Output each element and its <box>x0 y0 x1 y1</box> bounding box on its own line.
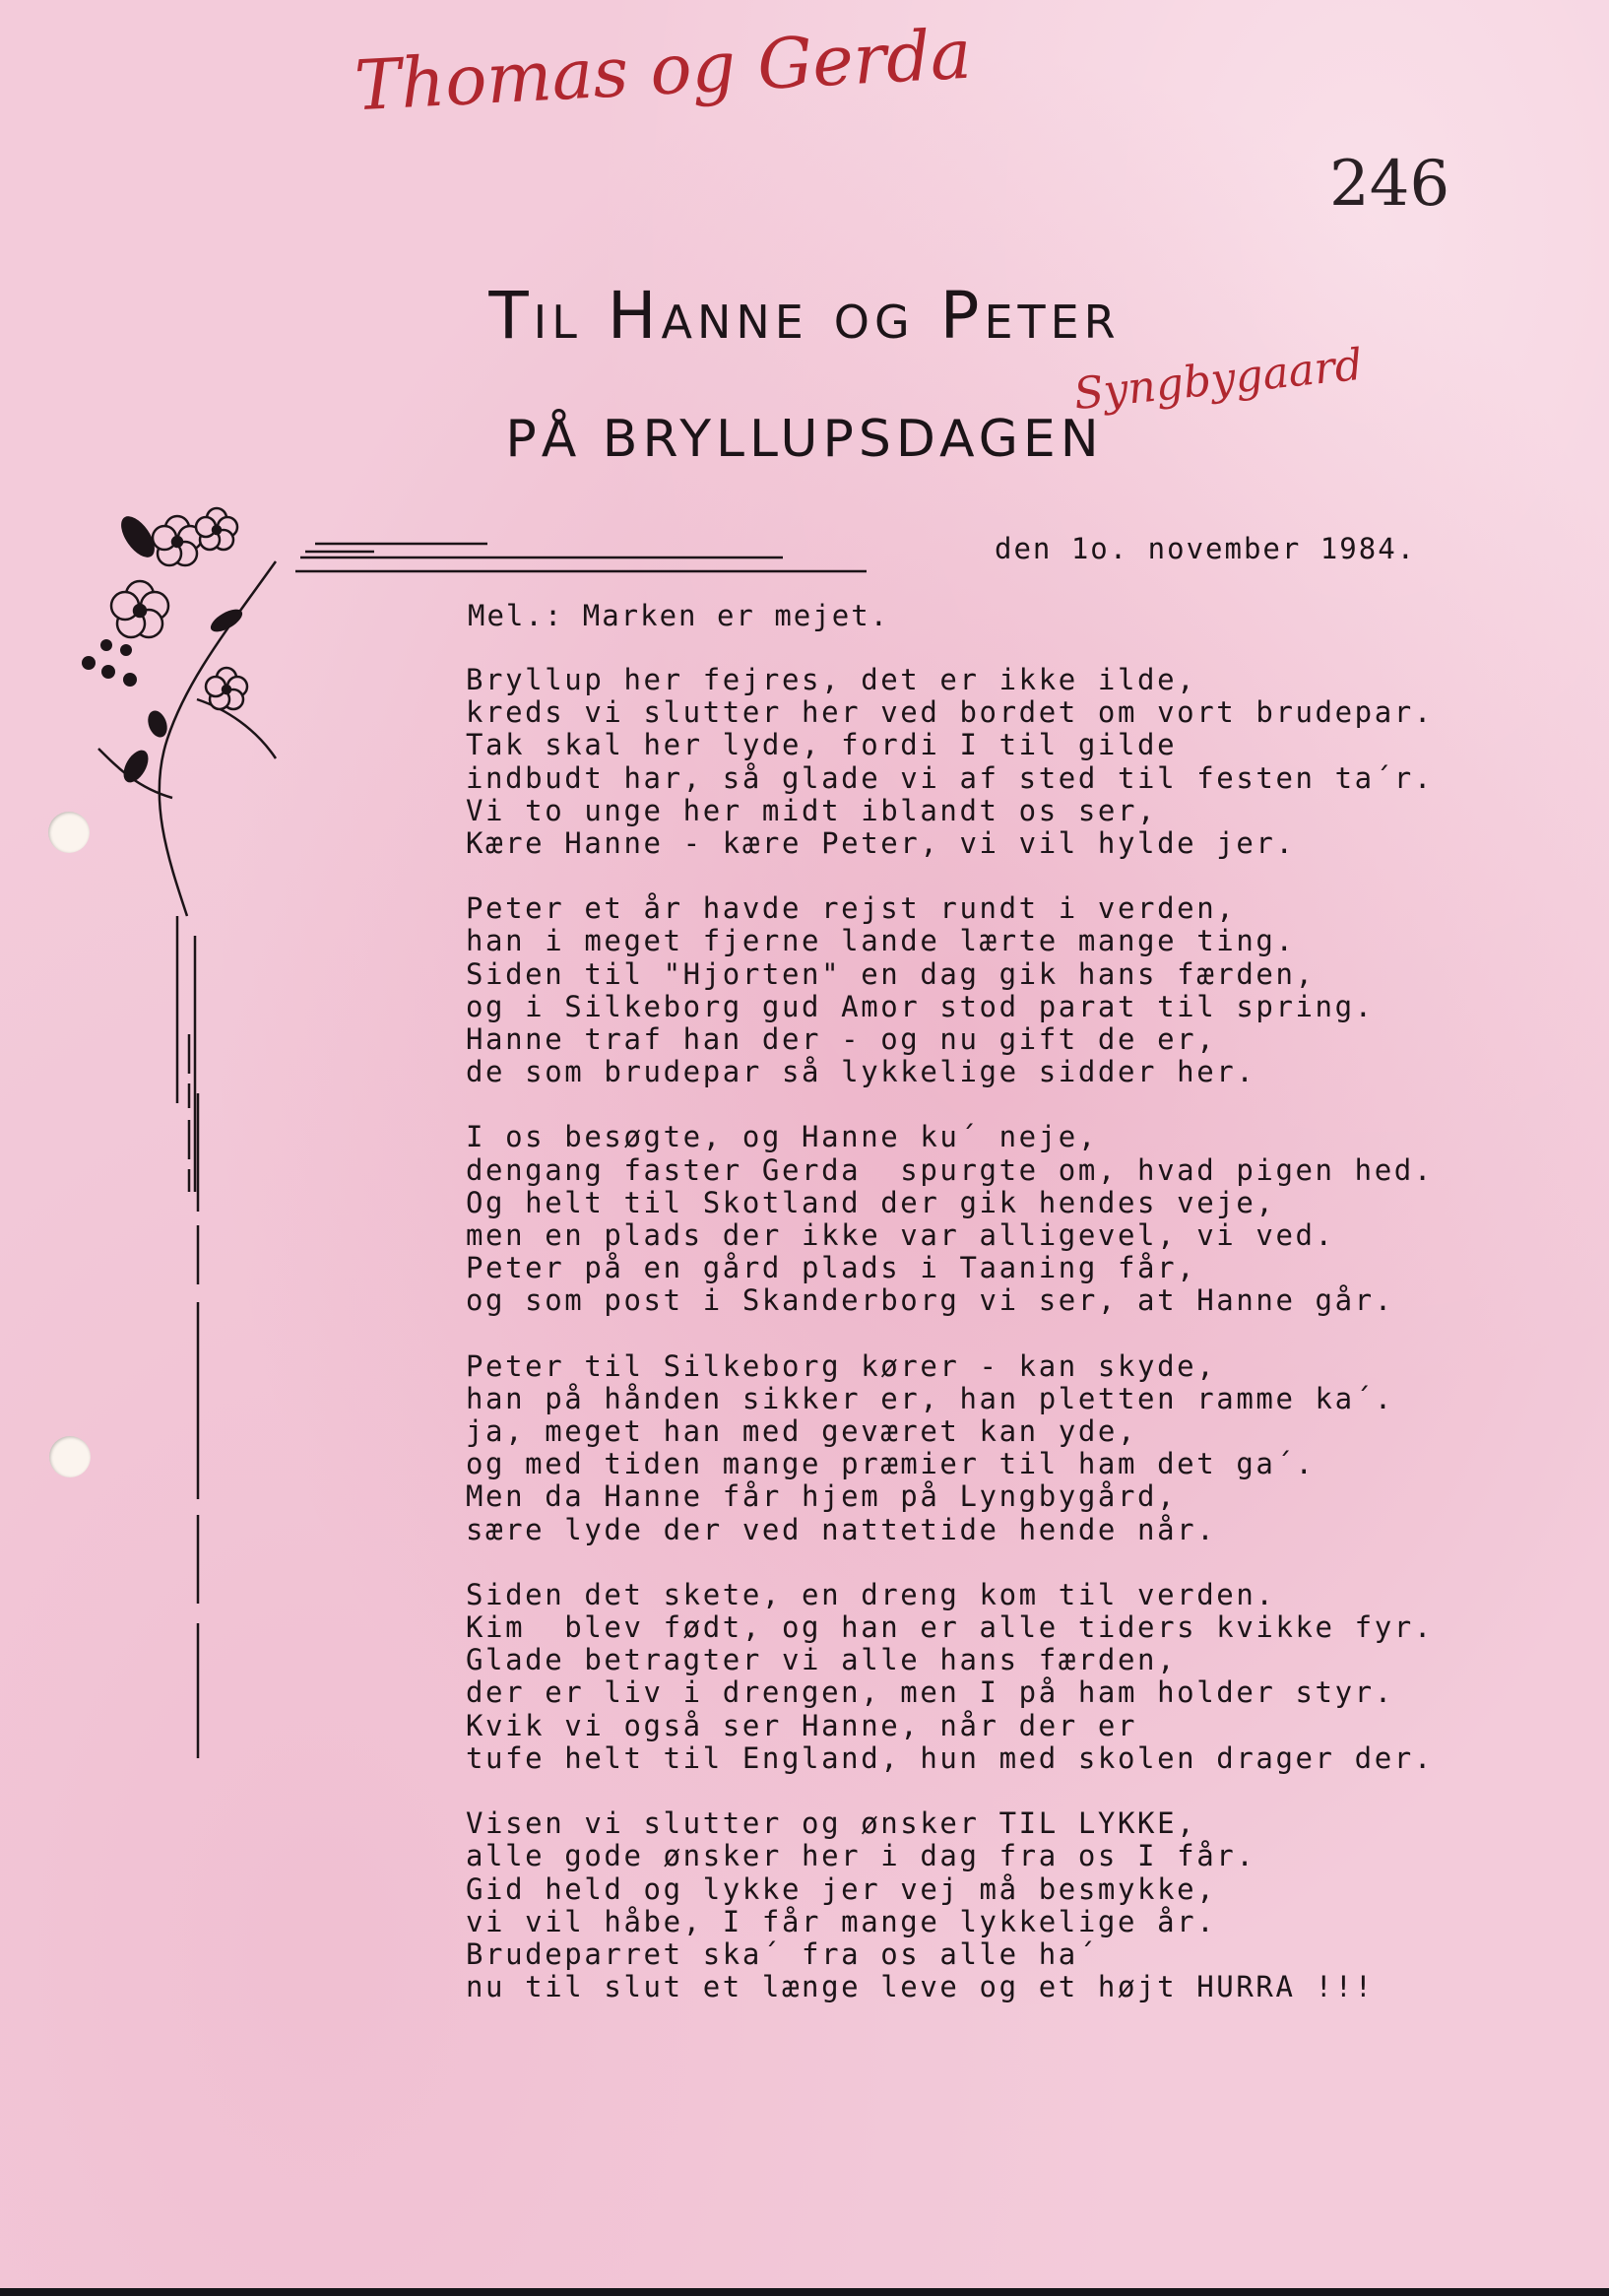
stanza <box>466 1807 1569 2003</box>
poem-line: Vi to unge her midt iblandt os ser, <box>466 793 1158 827</box>
melody-note: Mel.: Marken er mejet. <box>468 599 890 632</box>
poem-line: Kære Hanne - kære Peter, vi vil hylde jer. <box>466 826 1296 861</box>
poem-line: Men da Hanne får hjem på Lyngbygård, <box>466 1479 1178 1514</box>
stanza <box>466 892 1569 1088</box>
poem-line: Og helt til Skotland der gik hendes veje, <box>466 1185 1276 1219</box>
poem-line: Kvik vi også ser Hanne, når der er <box>466 1708 1138 1742</box>
ornament-berry-3 <box>123 673 137 687</box>
poem-line: Siden det skete, en dreng kom til verden. <box>466 1577 1276 1611</box>
scan-bottom-edge <box>0 2288 1609 2296</box>
poem-line: sære lyde der ved nattetide hende når. <box>466 1512 1217 1546</box>
poem-line: Peter på en gård plads i Taaning får, <box>466 1251 1197 1285</box>
poem-line: ja, meget han med geværet kan yde, <box>466 1414 1138 1449</box>
poem-line: I os besøgte, og Hanne ku´ neje, <box>466 1120 1098 1154</box>
ornament-leaf-3 <box>145 708 170 740</box>
poem-line: Brudeparret ska´ fra os alle ha´ <box>466 1936 1098 1971</box>
title-line-1: Til Hanne og Peter <box>488 278 1121 354</box>
poem-line: tufe helt til England, hun med skolen drager der. <box>466 1740 1434 1775</box>
ornament-flower-4 <box>206 668 247 709</box>
poem-line: der er liv i drengen, men I på ham holder styr. <box>466 1675 1394 1710</box>
poem-line: og som post i Skanderborg vi ser, at Hanne går. <box>466 1283 1394 1318</box>
handwritten-place: Syngbygaard <box>1071 339 1366 421</box>
poem-line: nu til slut et længe leve og et højt HURRA !!! <box>466 1970 1375 2004</box>
poem-line: men en plads der ikke var alligevel, vi ved. <box>466 1218 1335 1253</box>
poem-line: Bryllup her fejres, det er ikke ilde, <box>466 663 1197 696</box>
ornament-berry-1 <box>82 656 96 670</box>
poem-line: Tak skal her lyde, fordi I til gilde <box>466 728 1178 762</box>
stanza <box>466 1350 1569 1546</box>
poem-line: dengang faster Gerda spurgte om, hvad pigen hed. <box>466 1152 1434 1187</box>
stanza <box>466 1579 1569 1775</box>
poem-line: han på hånden sikker er, han pletten ramme ka´. <box>466 1381 1394 1415</box>
handwritten-number: 246 <box>1329 148 1450 221</box>
poem-line: indbudt har, så glade vi af sted til festen ta´r. <box>466 760 1434 795</box>
poem-line: Visen vi slutter og ønsker TIL LYKKE, <box>466 1806 1197 1841</box>
poem <box>466 664 1569 2036</box>
ornament-flower-1 <box>153 516 202 565</box>
poem-line: Kim blev født, og han er alle tiders kvikke fyr. <box>466 1610 1434 1645</box>
poem-line: vi vil håbe, I får mange lykkelige år. <box>466 1904 1217 1938</box>
poem-line: de som brudepar så lykkelige sidder her. <box>466 1055 1256 1089</box>
ornament-flower-3 <box>196 508 237 550</box>
poem-line: Glade betragter vi alle hans færden, <box>466 1643 1178 1677</box>
stanza <box>466 664 1569 860</box>
poem-line: kreds vi slutter her ved bordet om vort brudepar. <box>466 695 1434 730</box>
letter-date: den 1o. november 1984. <box>995 532 1417 565</box>
ornament-berry-4 <box>100 639 112 651</box>
stanza <box>466 1121 1569 1317</box>
poem-line: Siden til "Hjorten" en dag gik hans færden, <box>466 956 1316 991</box>
handwritten-names: Thomas og Gerda <box>353 13 974 127</box>
ornament-berry-5 <box>120 644 132 656</box>
ornament-flower-2 <box>111 581 168 637</box>
poem-line: han i meget fjerne lande lærte mange ting. <box>466 924 1296 958</box>
poem-line: Gid held og lykke jer vej må besmykke, <box>466 1871 1217 1906</box>
title-line-2: PÅ BRYLLUPSDAGEN <box>505 410 1104 469</box>
ornament-berry-2 <box>101 665 115 679</box>
poem-line: alle gode ønsker her i dag fra os I får. <box>466 1839 1256 1873</box>
poem-line: Hanne traf han der - og nu gift de er, <box>466 1022 1217 1057</box>
poem-line: og med tiden mange præmier til ham det ga´. <box>466 1447 1316 1481</box>
poem-line: Peter et år havde rejst rundt i verden, <box>466 891 1237 926</box>
poem-line: og i Silkeborg gud Amor stod parat til spring. <box>466 989 1375 1023</box>
poem-line: Peter til Silkeborg kører - kan skyde, <box>466 1348 1217 1383</box>
